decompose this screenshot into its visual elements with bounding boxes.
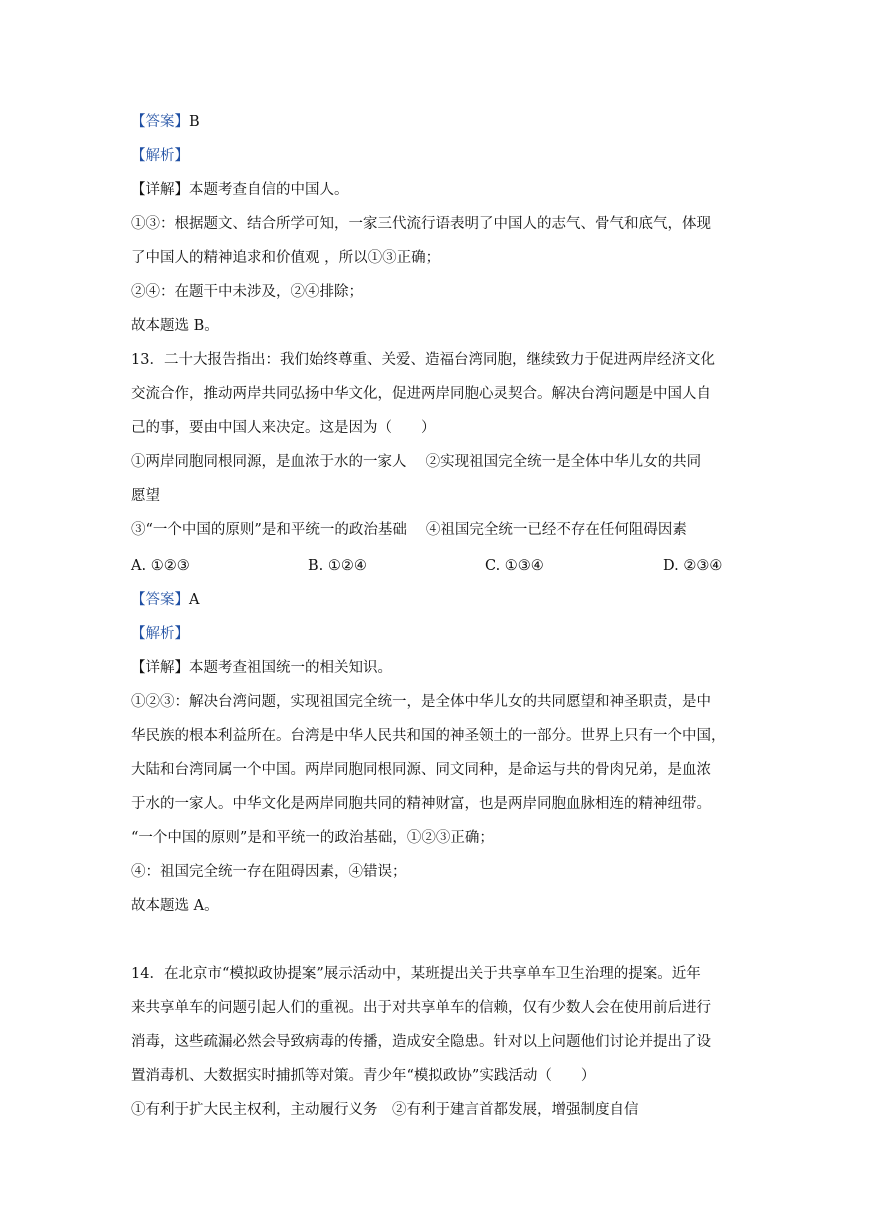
answer-line — [131, 590, 741, 610]
answer-line — [131, 112, 741, 132]
answer-tag: 【答案】 — [131, 592, 189, 608]
question-stem-line: 14．在北京市“模拟政协提案”展示活动中，某班提出关于共享单车卫生治理的提案。近年 — [131, 966, 701, 982]
question-stem-line: 置消毒机、大数据实时捕抓等对策。青少年“模拟政协”实践活动（ ） — [131, 1068, 596, 1084]
detail-tag: 【详解】 — [131, 182, 189, 198]
explanation-line: “一个中国的原则”是和平统一的政治基础，①②③正确； — [131, 830, 494, 846]
explanation-line: ①③：根据题文、结合所学可知，一家三代流行语表明了中国人的志气、骨气和底气，体现 — [131, 216, 711, 232]
statement-line: ①两岸同胞同根同源，是血浓于水的一家人 ②实现祖国完全统一是全体中华儿女的共同 — [131, 454, 702, 470]
explanation-line: ②④：在题干中未涉及，②④排除； — [131, 284, 363, 300]
analysis-tag: 【解析】 — [131, 148, 189, 164]
detail-text: 本题考查自信的中国人。 — [189, 182, 349, 198]
answer-value: A — [189, 592, 200, 608]
question-stem-line: 来共享单车的问题引起人们的重视。出于对共享单车的信赖，仅有少数人会在使用前后进行 — [131, 1000, 711, 1016]
option-c: C. ①③④ — [485, 558, 544, 574]
question-stem-line: 消毒，这些疏漏必然会导致病毒的传播，造成安全隐患。针对以上问题他们讨论并提出了设 — [131, 1034, 711, 1050]
explanation-line: 华民族的根本利益所在。台湾是中华人民共和国的神圣领土的一部分。世界上只有一个中国， — [131, 728, 726, 744]
explanation-line: 故本题选 A。 — [131, 898, 219, 914]
explanation-line: 了中国人的精神追求和价值观 ，所以①③正确； — [131, 250, 441, 266]
option-b: B. ①②④ — [308, 558, 367, 574]
analysis-line — [131, 624, 741, 644]
analysis-tag: 【解析】 — [131, 626, 189, 642]
option-d: D. ②③④ — [663, 558, 723, 574]
statement-line: 愿望 — [131, 488, 160, 504]
question-stem-line: 13．二十大报告指出：我们始终尊重、关爱、造福台湾同胞，继续致力于促进两岸经济文化 — [131, 352, 715, 368]
detail-line — [131, 180, 741, 200]
explanation-line: ①②③：解决台湾问题，实现祖国完全统一，是全体中华儿女的共同愿望和神圣职责，是中 — [131, 694, 711, 710]
statement-line: ①有利于扩大民主权利，主动履行义务 ②有利于建言首都发展，增强制度自信 — [131, 1102, 639, 1118]
answer-value: B — [189, 114, 200, 130]
explanation-line: 大陆和台湾同属一个中国。两岸同胞同根同源、同文同种，是命运与共的骨肉兄弟，是血浓 — [131, 762, 711, 778]
statement-line: ③“一个中国的原则”是和平统一的政治基础 ④祖国完全统一已经不存在任何阻碍因素 — [131, 522, 687, 538]
detail-tag: 【详解】 — [131, 660, 189, 676]
question-stem-line: 己的事，要由中国人来决定。这是因为（ ） — [131, 420, 436, 436]
detail-text: 本题考查祖国统一的相关知识。 — [189, 660, 392, 676]
analysis-line — [131, 146, 741, 166]
answer-tag: 【答案】 — [131, 114, 189, 130]
question-stem-line: 交流合作，推动两岸共同弘扬中华文化，促进两岸同胞心灵契合。解决台湾问题是中国人自 — [131, 386, 711, 402]
detail-line — [131, 658, 741, 678]
explanation-line: 故本题选 B。 — [131, 318, 219, 334]
explanation-line: 于水的一家人。中华文化是两岸同胞共同的精神财富，也是两岸同胞血脉相连的精神纽带。 — [131, 796, 711, 812]
explanation-line: ④：祖国完全统一存在阻碍因素，④错误； — [131, 864, 407, 880]
option-a: A. ①②③ — [131, 558, 190, 574]
